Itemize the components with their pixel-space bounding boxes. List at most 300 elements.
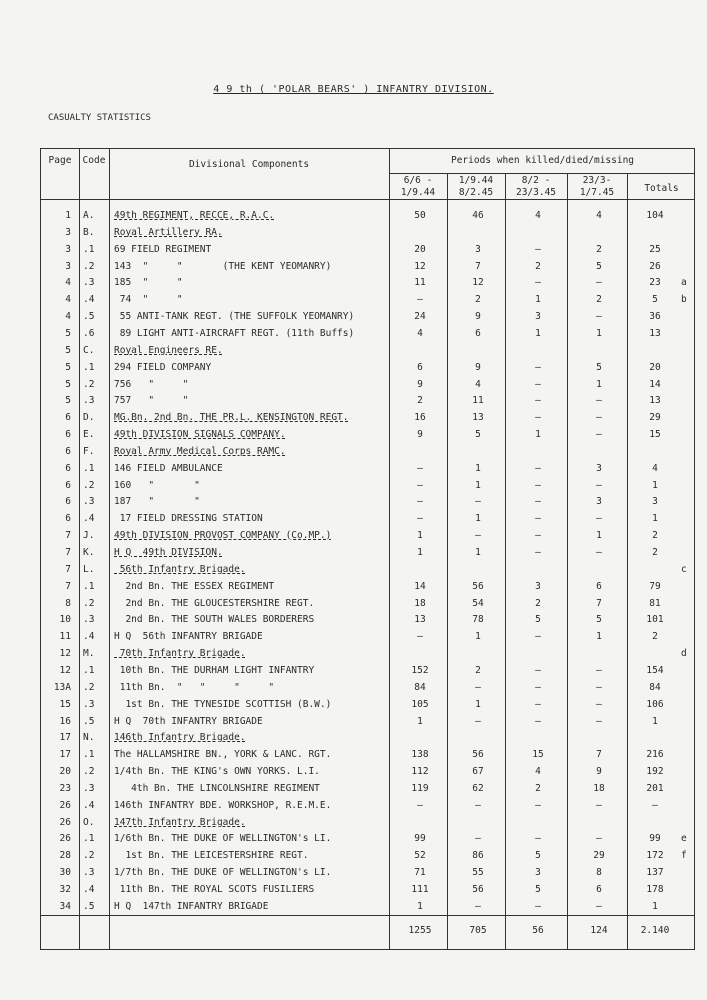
- row-period-1: 12: [414, 260, 426, 272]
- row-code: .3: [83, 867, 95, 879]
- row-period-3: –: [535, 378, 541, 390]
- row-period-2: 86: [472, 850, 484, 862]
- table-row: [41, 544, 696, 561]
- row-period-4: 1: [596, 378, 602, 390]
- row-page: 20: [59, 766, 71, 778]
- row-period-1: –: [417, 294, 423, 306]
- row-period-3: –: [535, 513, 541, 525]
- row-period-1: 16: [414, 412, 426, 424]
- table-row: [41, 746, 696, 763]
- table-row: [41, 830, 696, 847]
- row-page: 30: [59, 867, 71, 879]
- row-period-4: 8: [596, 867, 602, 879]
- table-row: [41, 224, 696, 241]
- row-page: 7: [65, 547, 71, 558]
- row-code: .3: [83, 395, 95, 407]
- table-row: [41, 376, 696, 393]
- row-page: 3: [65, 260, 71, 272]
- row-period-4: –: [596, 277, 602, 289]
- row-period-3: –: [535, 412, 541, 424]
- row-period-1: 24: [414, 311, 426, 323]
- row-total: 25: [649, 243, 661, 255]
- row-period-1: 4: [417, 327, 423, 339]
- row-period-2: –: [475, 799, 481, 811]
- table-row: [41, 359, 696, 376]
- row-code: .1: [83, 833, 95, 845]
- row-component: H Q 147th INFANTRY BRIGADE: [114, 900, 269, 912]
- row-period-3: –: [535, 681, 541, 693]
- table-row: [41, 527, 696, 544]
- row-period-2: 12: [472, 277, 484, 289]
- row-period-2: 1: [475, 547, 481, 558]
- row-period-4: 18: [593, 782, 605, 794]
- row-period-3: –: [535, 277, 541, 289]
- row-period-3: 3: [535, 311, 541, 323]
- row-component: Royal Engineers RE.: [114, 344, 223, 356]
- row-period-3: 3: [535, 867, 541, 879]
- row-period-3: –: [535, 664, 541, 676]
- row-code: .4: [83, 513, 95, 525]
- row-page: 10: [59, 614, 71, 626]
- row-total: 1: [652, 900, 658, 912]
- row-period-4: –: [596, 900, 602, 912]
- row-code: .4: [83, 294, 95, 306]
- total-period-2: 705: [469, 925, 487, 936]
- row-period-3: 5: [535, 614, 541, 626]
- row-code: C.: [83, 344, 95, 356]
- header-period-2: 1/9.44 8/2.45: [458, 175, 494, 198]
- row-total: 101: [646, 614, 664, 626]
- row-period-2: 9: [475, 311, 481, 323]
- row-period-2: –: [475, 530, 481, 542]
- row-component: MG.Bn. 2nd Bn. THE PR.L. KENSINGTON REGT.: [114, 412, 349, 424]
- row-component: 2nd Bn. THE ESSEX REGIMENT: [114, 580, 275, 592]
- row-total: 36: [649, 311, 661, 323]
- row-period-3: 15: [532, 749, 544, 761]
- row-period-2: 56: [472, 749, 484, 761]
- row-component: 756 " ": [114, 378, 189, 390]
- row-total: –: [652, 799, 658, 811]
- row-page: 6: [65, 462, 71, 474]
- row-code: .2: [83, 681, 95, 693]
- row-period-2: 4: [475, 378, 481, 390]
- row-code: O.: [83, 816, 95, 828]
- row-period-1: 13: [414, 614, 426, 626]
- row-code: K.: [83, 547, 95, 558]
- row-page: 6: [65, 496, 71, 508]
- row-component: 1/4th Bn. THE KING's OWN YORKS. L.I.: [114, 766, 320, 778]
- row-period-4: –: [596, 513, 602, 525]
- row-total: 84: [649, 681, 661, 693]
- row-period-4: –: [596, 833, 602, 845]
- row-total: 81: [649, 597, 661, 609]
- row-component: The HALLAMSHIRE BN., YORK & LANC. RGT.: [114, 749, 332, 761]
- row-period-2: 1: [475, 698, 481, 710]
- row-period-2: 78: [472, 614, 484, 626]
- row-period-1: 1: [417, 900, 423, 912]
- row-period-3: 2: [535, 597, 541, 609]
- row-period-3: 2: [535, 260, 541, 272]
- row-period-4: 5: [596, 260, 602, 272]
- row-period-2: 1: [475, 462, 481, 474]
- header-period-3: 8/2 - 23/3.45: [515, 175, 557, 198]
- row-code: D.: [83, 412, 95, 424]
- row-component: 70th Infantry Brigade.: [114, 648, 246, 660]
- row-period-3: –: [535, 479, 541, 491]
- table-row: [41, 342, 696, 359]
- row-period-1: 119: [411, 782, 429, 794]
- row-code: .5: [83, 311, 95, 323]
- row-period-3: 2: [535, 782, 541, 794]
- total-period-1: 1255: [408, 925, 432, 936]
- row-component: Royal Army Medical Corps RAMC.: [114, 445, 286, 457]
- row-period-3: 1: [535, 327, 541, 339]
- row-component: 74 " ": [114, 294, 183, 306]
- row-period-2: –: [475, 833, 481, 845]
- table-row: [41, 274, 696, 291]
- row-period-1: 71: [414, 867, 426, 879]
- row-page: 3: [65, 226, 71, 238]
- table-row: [41, 864, 696, 881]
- header-components: Divisional Components: [188, 159, 310, 170]
- table-row: [41, 561, 696, 578]
- table-row: [41, 645, 696, 662]
- row-component: 1st Bn. THE LEICESTERSHIRE REGT.: [114, 850, 309, 862]
- row-period-4: –: [596, 664, 602, 676]
- row-total: 26: [649, 260, 661, 272]
- totals-row: [41, 921, 696, 941]
- table-row: [41, 713, 696, 730]
- table-row: [41, 409, 696, 426]
- row-component: 17 FIELD DRESSING STATION: [114, 513, 263, 525]
- row-period-1: 99: [414, 833, 426, 845]
- row-period-1: –: [417, 631, 423, 643]
- row-period-4: –: [596, 311, 602, 323]
- row-period-4: 6: [596, 580, 602, 592]
- row-period-4: 7: [596, 749, 602, 761]
- row-total: 104: [646, 210, 664, 221]
- row-period-3: –: [535, 715, 541, 727]
- row-component: 147th Infantry Brigade.: [114, 816, 246, 828]
- row-period-3: 4: [535, 766, 541, 778]
- row-period-4: –: [596, 698, 602, 710]
- row-period-2: 7: [475, 260, 481, 272]
- table-row: [41, 797, 696, 814]
- row-period-1: –: [417, 496, 423, 508]
- row-period-4: –: [596, 429, 602, 441]
- row-total: 15: [649, 429, 661, 441]
- row-period-4: 7: [596, 597, 602, 609]
- row-period-3: –: [535, 833, 541, 845]
- row-code: .2: [83, 850, 95, 862]
- row-period-3: –: [535, 547, 541, 558]
- row-period-4: 5: [596, 614, 602, 626]
- row-total: 2: [652, 631, 658, 643]
- row-period-4: –: [596, 547, 602, 558]
- row-page: 11: [59, 631, 71, 643]
- row-component: 143 " " (THE KENT YEOMANRY): [114, 260, 332, 272]
- row-component: 49th REGIMENT, RECCE, R.A.C.: [114, 210, 275, 221]
- row-period-2: 46: [472, 210, 484, 221]
- row-period-4: 1: [596, 327, 602, 339]
- row-period-1: 111: [411, 884, 429, 895]
- table-row: [41, 308, 696, 325]
- document-title: 4 9 th ( 'POLAR BEARS' ) INFANTRY DIVISION.: [213, 84, 494, 95]
- row-total: 29: [649, 412, 661, 424]
- row-code: F.: [83, 445, 95, 457]
- row-period-1: 14: [414, 580, 426, 592]
- row-period-3: –: [535, 530, 541, 542]
- row-total: 5: [652, 294, 658, 306]
- row-total: 2: [652, 530, 658, 542]
- grand-total: 2.140: [640, 925, 670, 936]
- table-row: [41, 241, 696, 258]
- row-component: 11th Bn. " " " ": [114, 681, 275, 693]
- table-row: [41, 443, 696, 460]
- row-code: B.: [83, 226, 95, 238]
- row-period-2: 9: [475, 361, 481, 373]
- total-period-3: 56: [532, 925, 544, 936]
- row-page: 6: [65, 412, 71, 424]
- row-period-4: 9: [596, 766, 602, 778]
- row-period-4: 6: [596, 884, 602, 895]
- row-component: 56th Infantry Brigade.: [114, 563, 246, 575]
- row-page: 34: [59, 900, 71, 912]
- row-component: 185 " ": [114, 277, 183, 289]
- row-period-3: –: [535, 395, 541, 407]
- table-row: [41, 426, 696, 443]
- row-page: 6: [65, 445, 71, 457]
- table-row: [41, 847, 696, 864]
- table-row: [41, 679, 696, 696]
- row-period-4: –: [596, 395, 602, 407]
- table-row: [41, 628, 696, 645]
- row-period-3: –: [535, 496, 541, 508]
- header-period-1: 6/6 - 1/9.44: [400, 175, 436, 198]
- row-note: d: [681, 648, 687, 660]
- row-period-2: –: [475, 496, 481, 508]
- row-code: .4: [83, 631, 95, 643]
- row-total: 14: [649, 378, 661, 390]
- row-total: 1: [652, 479, 658, 491]
- header-page: Page: [48, 155, 72, 166]
- row-component: 146th INFANTRY BDE. WORKSHOP, R.E.M.E.: [114, 799, 332, 811]
- header-period-4: 23/3- 1/7.45: [579, 175, 615, 198]
- row-page: 1: [65, 210, 71, 221]
- row-period-4: 3: [596, 496, 602, 508]
- row-page: 5: [65, 344, 71, 356]
- row-period-4: –: [596, 412, 602, 424]
- row-total: 99: [649, 833, 661, 845]
- row-note: e: [681, 833, 687, 845]
- row-component: 69 FIELD REGIMENT: [114, 243, 212, 255]
- row-page: 5: [65, 361, 71, 373]
- row-period-1: 112: [411, 766, 429, 778]
- row-page: 5: [65, 327, 71, 339]
- row-component: 10th Bn. THE DURHAM LIGHT INFANTRY: [114, 664, 315, 676]
- row-component: Royal Artillery RA.: [114, 226, 223, 238]
- table-row: [41, 611, 696, 628]
- row-page: 7: [65, 530, 71, 542]
- row-note: b: [681, 294, 687, 306]
- row-total: 154: [646, 664, 664, 676]
- header-code: Code: [82, 155, 106, 166]
- row-component: 49th DIVISION PROVOST COMPANY (Co.MP.): [114, 530, 332, 542]
- row-period-1: 11: [414, 277, 426, 289]
- row-component: 1/7th Bn. THE DUKE OF WELLINGTON's LI.: [114, 867, 332, 879]
- row-total: 20: [649, 361, 661, 373]
- row-component: 146 FIELD AMBULANCE: [114, 462, 223, 474]
- row-component: 1/6th Bn. THE DUKE OF WELLINGTON's LI.: [114, 833, 332, 845]
- row-period-1: 1: [417, 715, 423, 727]
- row-period-1: 52: [414, 850, 426, 862]
- row-page: 12: [59, 664, 71, 676]
- row-code: L.: [83, 563, 95, 575]
- row-code: .3: [83, 277, 95, 289]
- header-totals: Totals: [644, 183, 679, 194]
- row-page: 15: [59, 698, 71, 710]
- table-row: [41, 780, 696, 797]
- row-period-1: 18: [414, 597, 426, 609]
- row-code: .2: [83, 378, 95, 390]
- row-code: .1: [83, 749, 95, 761]
- row-period-2: 62: [472, 782, 484, 794]
- row-period-1: 50: [414, 210, 426, 221]
- row-period-3: 3: [535, 580, 541, 592]
- row-note: a: [681, 277, 687, 289]
- row-code: .5: [83, 900, 95, 912]
- row-page: 7: [65, 580, 71, 592]
- row-total: 13: [649, 395, 661, 407]
- table-row: [41, 392, 696, 409]
- row-period-2: 13: [472, 412, 484, 424]
- casualty-table: [40, 148, 695, 950]
- row-component: H Q 70th INFANTRY BRIGADE: [114, 715, 263, 727]
- row-period-1: 2: [417, 395, 423, 407]
- table-row: [41, 763, 696, 780]
- row-period-1: 152: [411, 664, 429, 676]
- table-row: [41, 207, 696, 224]
- row-component: 2nd Bn. THE SOUTH WALES BORDERERS: [114, 614, 315, 626]
- row-component: 49th DIVISION SIGNALS COMPANY.: [114, 429, 286, 441]
- row-period-1: –: [417, 479, 423, 491]
- row-page: 26: [59, 833, 71, 845]
- row-code: .2: [83, 766, 95, 778]
- row-total: 1: [652, 715, 658, 727]
- row-code: J.: [83, 530, 95, 542]
- row-code: E.: [83, 429, 95, 441]
- row-period-1: 20: [414, 243, 426, 255]
- row-period-1: 6: [417, 361, 423, 373]
- row-period-1: –: [417, 462, 423, 474]
- row-page: 8: [65, 597, 71, 609]
- row-period-1: 1: [417, 530, 423, 542]
- table-row: [41, 595, 696, 612]
- row-component: 2nd Bn. THE GLOUCESTERSHIRE REGT.: [114, 597, 315, 609]
- row-period-1: 138: [411, 749, 429, 761]
- row-page: 3: [65, 243, 71, 255]
- row-component: H Q 49th DIVISION.: [114, 547, 223, 558]
- row-period-2: 2: [475, 294, 481, 306]
- row-code: .1: [83, 462, 95, 474]
- row-period-3: –: [535, 799, 541, 811]
- row-page: 4: [65, 311, 71, 323]
- row-code: .3: [83, 496, 95, 508]
- row-code: .3: [83, 698, 95, 710]
- table-row: [41, 325, 696, 342]
- row-code: .1: [83, 361, 95, 373]
- row-page: 6: [65, 479, 71, 491]
- row-period-1: –: [417, 799, 423, 811]
- row-period-4: 5: [596, 361, 602, 373]
- header-periods: Periods when killed/died/missing: [450, 155, 635, 166]
- table-row: [41, 578, 696, 595]
- row-period-2: –: [475, 900, 481, 912]
- row-component: 160 " ": [114, 479, 200, 491]
- row-period-2: 55: [472, 867, 484, 879]
- table-row: [41, 729, 696, 746]
- row-component: 55 ANTI-TANK REGT. (THE SUFFOLK YEOMANRY): [114, 311, 355, 323]
- row-component: H Q 56th INFANTRY BRIGADE: [114, 631, 263, 643]
- row-component: 146th Infantry Brigade.: [114, 732, 246, 744]
- row-page: 5: [65, 378, 71, 390]
- row-period-1: –: [417, 513, 423, 525]
- row-period-3: 1: [535, 294, 541, 306]
- row-page: 7: [65, 563, 71, 575]
- row-total: 137: [646, 867, 664, 879]
- row-period-3: –: [535, 462, 541, 474]
- row-page: 28: [59, 850, 71, 862]
- row-period-1: 9: [417, 429, 423, 441]
- row-period-1: 105: [411, 698, 429, 710]
- row-period-2: 1: [475, 631, 481, 643]
- table-row: [41, 881, 696, 898]
- row-total: 3: [652, 496, 658, 508]
- row-page: 4: [65, 277, 71, 289]
- row-period-2: 1: [475, 513, 481, 525]
- row-period-3: 5: [535, 884, 541, 895]
- row-period-3: 5: [535, 850, 541, 862]
- row-page: 17: [59, 732, 71, 744]
- row-total: 201: [646, 782, 664, 794]
- row-period-2: 56: [472, 884, 484, 895]
- row-period-2: –: [475, 681, 481, 693]
- row-note: c: [681, 563, 687, 575]
- totals-rule: [41, 915, 694, 916]
- row-component: 1st Bn. THE TYNESIDE SCOTTISH (B.W.): [114, 698, 332, 710]
- row-total: 172: [646, 850, 664, 862]
- row-page: 6: [65, 513, 71, 525]
- table-row: [41, 477, 696, 494]
- table-row: [41, 662, 696, 679]
- row-period-2: 3: [475, 243, 481, 255]
- row-code: .4: [83, 884, 95, 895]
- row-period-1: 9: [417, 378, 423, 390]
- row-code: .3: [83, 782, 95, 794]
- row-period-3: –: [535, 243, 541, 255]
- table-row: [41, 814, 696, 831]
- row-page: 12: [59, 648, 71, 660]
- row-code: .6: [83, 327, 95, 339]
- row-period-4: –: [596, 681, 602, 693]
- row-page: 5: [65, 395, 71, 407]
- header-rule: [41, 199, 694, 200]
- row-page: 23: [59, 782, 71, 794]
- row-total: 4: [652, 462, 658, 474]
- row-component: 757 " ": [114, 395, 189, 407]
- row-page: 26: [59, 816, 71, 828]
- row-code: .1: [83, 243, 95, 255]
